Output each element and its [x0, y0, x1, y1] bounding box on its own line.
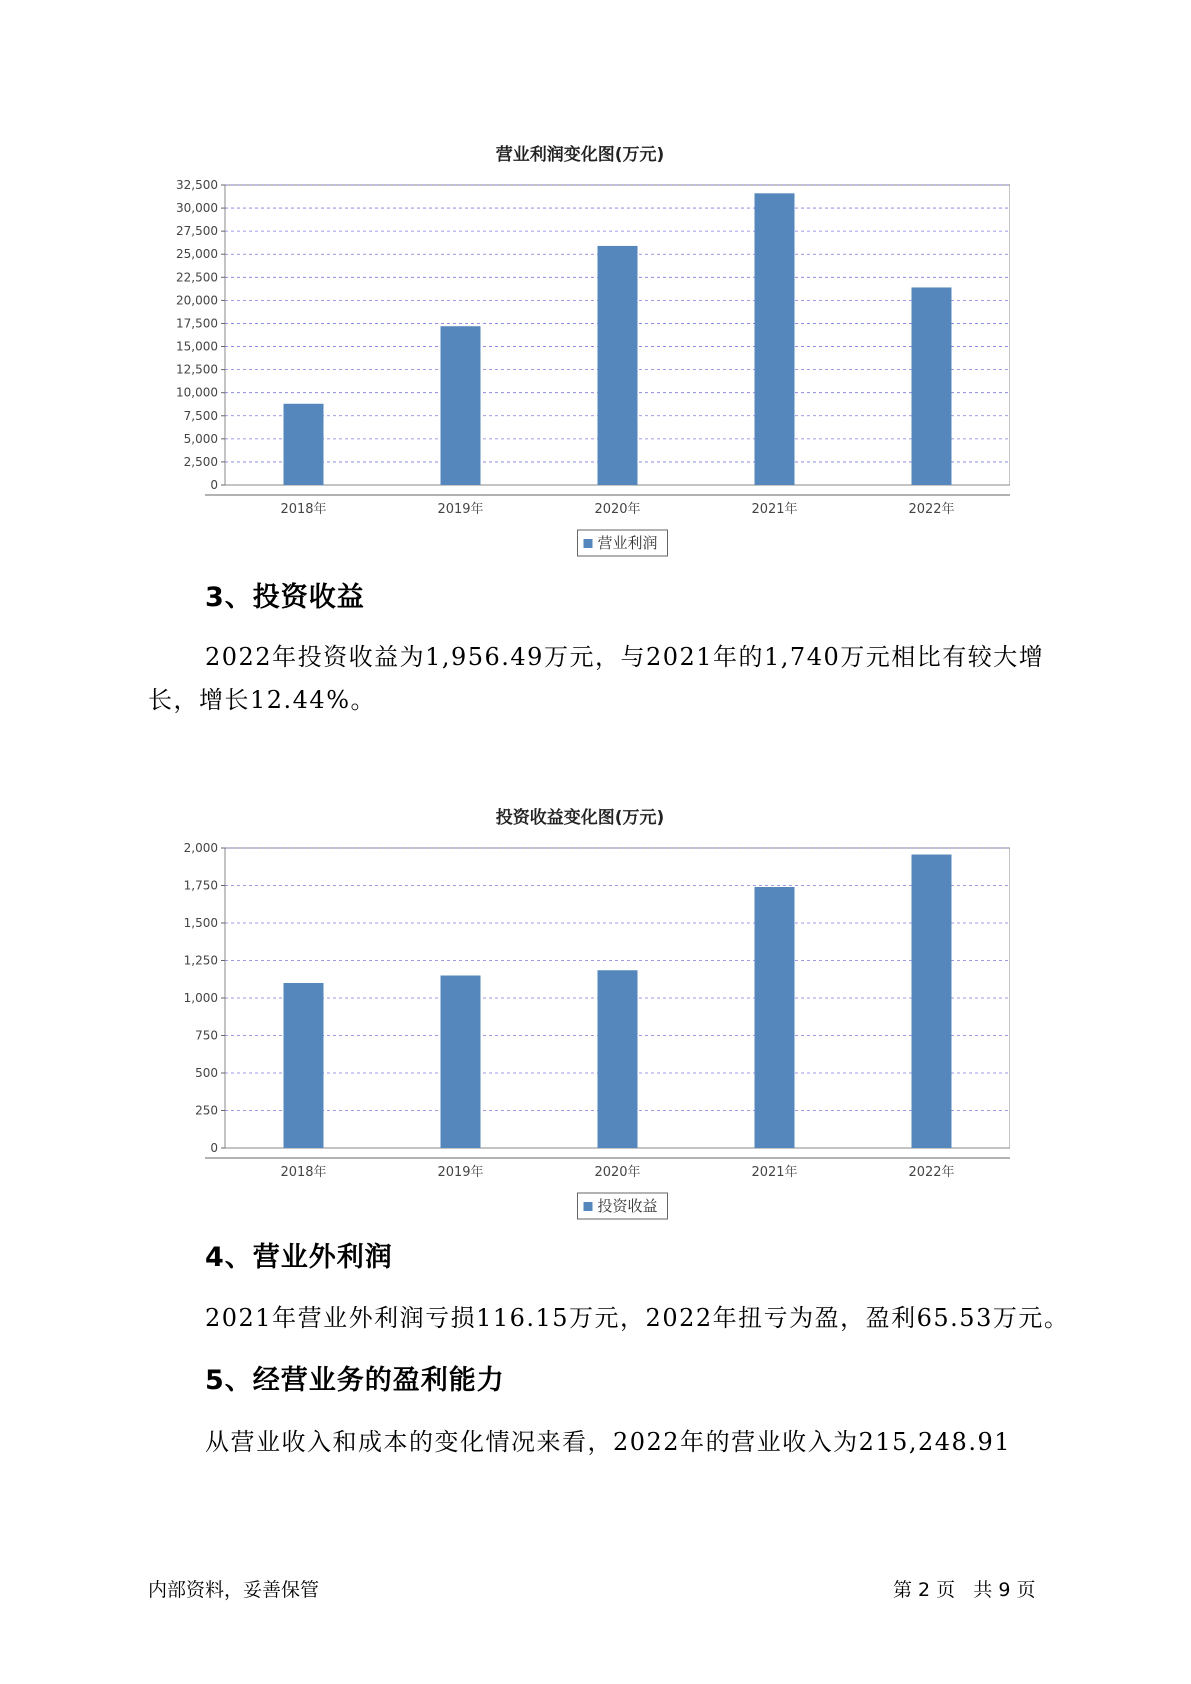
bar-2021年 — [755, 887, 795, 1148]
y-tick-label: 15,000 — [176, 339, 218, 354]
x-tick-label: 2018年 — [280, 502, 327, 517]
y-tick-label: 2,500 — [183, 454, 218, 469]
bar-2019年 — [441, 976, 481, 1149]
y-tick-label: 0 — [210, 1141, 218, 1155]
x-tick-label: 2019年 — [437, 1165, 484, 1180]
y-tick-label: 10,000 — [176, 385, 218, 400]
bar-2020年 — [598, 246, 638, 485]
y-tick-label: 7,500 — [183, 408, 218, 423]
chart-title: 营业利润变化图(万元) — [495, 145, 665, 165]
chart-svg — [150, 170, 1010, 610]
chart-svg — [150, 833, 1010, 1273]
section-3-paragraph-line-2: 长，增长12.44%。 — [148, 686, 377, 714]
bar-2018年 — [284, 404, 324, 485]
bar-2022年 — [912, 855, 952, 1148]
y-tick-label: 5,000 — [183, 431, 218, 446]
y-tick-label: 1,750 — [183, 878, 218, 893]
x-tick-label: 2021年 — [751, 1165, 798, 1180]
x-tick-label: 2020年 — [594, 1165, 641, 1180]
y-tick-label: 1,250 — [183, 953, 218, 968]
bar-2019年 — [441, 326, 481, 485]
y-tick-label: 750 — [195, 1028, 218, 1043]
investment-income-chart — [150, 803, 1010, 1215]
y-tick-label: 25,000 — [176, 247, 218, 262]
section-4-paragraph: 2021年营业外利润亏损116.15万元，2022年扭亏为盈，盈利65.53万元。 — [205, 1304, 1070, 1332]
y-tick-label: 2,000 — [183, 841, 218, 855]
section-3-paragraph-line-1: 2022年投资收益为1,956.49万元，与2021年的1,740万元相比有较大增 — [205, 643, 1045, 671]
y-tick-label: 22,500 — [176, 270, 218, 285]
legend-label: 营业利润 — [597, 534, 658, 552]
section-5-heading: 5、经营业务的盈利能力 — [205, 1365, 505, 1396]
x-tick-label: 2021年 — [751, 502, 798, 517]
y-tick-label: 30,000 — [176, 201, 218, 216]
bar-2022年 — [912, 287, 952, 485]
footer-confidential-note: 内部资料，妥善保管 — [148, 1579, 320, 1601]
section-4-heading: 4、营业外利润 — [205, 1242, 393, 1273]
y-tick-label: 27,500 — [176, 224, 218, 239]
x-tick-label: 2020年 — [594, 502, 641, 517]
y-tick-label: 17,500 — [176, 316, 218, 331]
y-tick-label: 0 — [210, 478, 218, 492]
chart-title: 投资收益变化图(万元) — [495, 808, 665, 828]
y-tick-label: 250 — [195, 1103, 218, 1118]
bar-2021年 — [755, 193, 795, 485]
x-tick-label: 2019年 — [437, 502, 484, 517]
x-tick-label: 2022年 — [908, 1165, 955, 1180]
y-tick-label: 1,000 — [183, 991, 218, 1005]
bar-2020年 — [598, 970, 638, 1148]
legend-swatch — [584, 1202, 593, 1211]
section-3-heading: 3、投资收益 — [205, 582, 365, 613]
legend-swatch — [584, 539, 593, 548]
y-tick-label: 32,500 — [176, 178, 218, 192]
y-tick-label: 12,500 — [176, 362, 218, 377]
section-5-paragraph: 从营业收入和成本的变化情况来看，2022年的营业收入为215,248.91 — [205, 1428, 1011, 1456]
y-tick-label: 20,000 — [176, 293, 218, 308]
x-tick-label: 2022年 — [908, 502, 955, 517]
y-tick-label: 500 — [195, 1066, 218, 1080]
y-tick-label: 1,500 — [183, 916, 218, 930]
footer-page-number: 第 2 页 共 9 页 — [893, 1579, 1036, 1601]
bar-2018年 — [284, 983, 324, 1148]
legend-label: 投资收益 — [597, 1197, 658, 1215]
operating-profit-chart — [150, 140, 1010, 552]
x-tick-label: 2018年 — [280, 1165, 327, 1180]
